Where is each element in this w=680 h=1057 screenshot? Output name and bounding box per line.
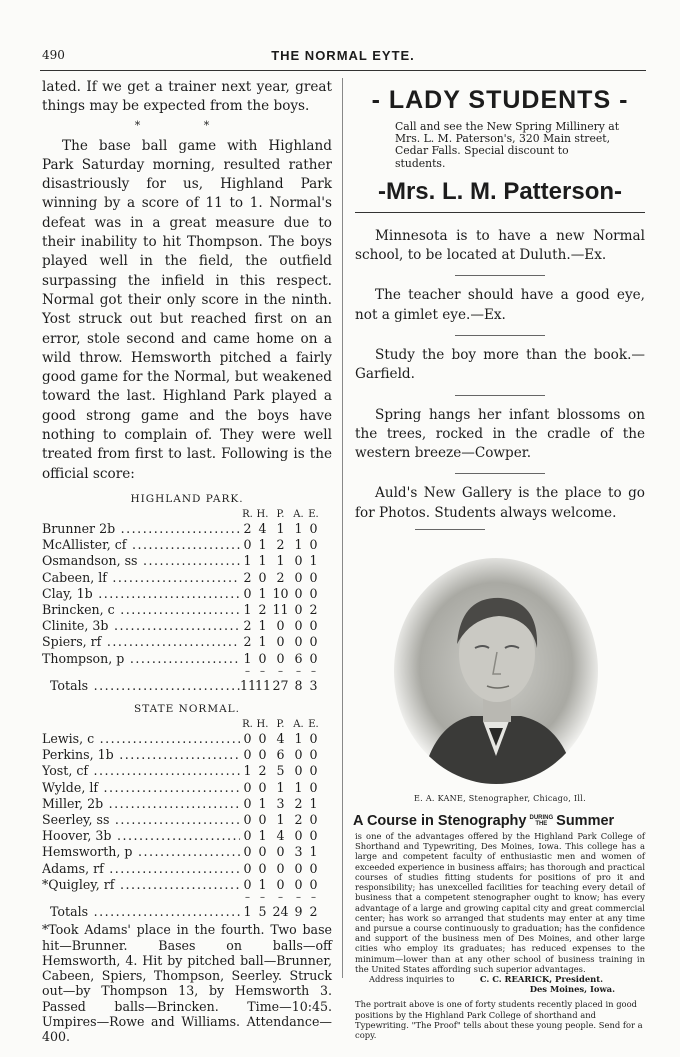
stat-a: 0 (294, 601, 303, 617)
box-score-row (42, 586, 332, 602)
box-score-row (42, 780, 332, 796)
box-score-row (42, 747, 332, 763)
stat-p: 1 (276, 779, 285, 795)
stat-a: 2 (294, 795, 303, 811)
stat-p: 5 (276, 763, 285, 779)
stat-r: 1 (243, 601, 252, 617)
news-item-duluth: Minnesota is to have a new Normal school, to be located at Duluth.—Ex. (355, 227, 645, 264)
stat-r: 0 (243, 730, 252, 746)
player-name: Lewis, c ..... (42, 731, 240, 747)
item-divider (455, 275, 545, 276)
stat-e: 0 (309, 730, 318, 746)
running-head: THE NORMAL EYTE. (271, 48, 415, 63)
stat-a: 0 (294, 860, 303, 876)
stat-r: 1 (243, 553, 252, 569)
stat-e: 1 (309, 844, 318, 860)
stat-e: 0 (309, 811, 318, 827)
opening-paragraph: lated. If we get a trainer next year, great things may be expected from the boys. (42, 79, 332, 115)
stat-e: 0 (309, 585, 318, 601)
total-r: 1 (243, 904, 252, 919)
stat-e: 0 (309, 650, 318, 666)
news-item-gallery: Auld's New Gallery is the place to go for Photos. Students always welcome. (355, 485, 645, 521)
stat-p: 6 (276, 747, 285, 763)
stat-a: 3 (294, 844, 303, 860)
stat-e: 1 (309, 553, 318, 569)
stat-h: 1 (258, 795, 267, 811)
stat-a: 0 (294, 553, 303, 569)
news-item-teacher: The teacher should have a good eye, not a gimlet eye.—Ex. (355, 287, 645, 323)
stat-e: 0 (309, 860, 318, 876)
stat-a: 1 (294, 520, 303, 536)
stat-r: 0 (243, 747, 252, 763)
course-title-right: Summer (556, 813, 615, 830)
course-footer-note: The portrait above is one of forty students recently placed in good positions by the Highland Park College of shorthand and Typewriting. "The Proof" tells about these young people. Send for a copy. (355, 999, 643, 1040)
highland-park-heading: HIGHLAND PARK. (130, 492, 244, 505)
stat-p: 0 (276, 876, 285, 892)
course-ad-body: is one of the advantages offered by the Highland Park College of Shorthand and Typewriting, Des Moines, Iowa. This college has a large and competent faculty of enthusiastic men and women of exceeded experience in business affairs; has thorough and practical courses of studies fitting students for positions of pro it and responsibility; has unexcelled facilities for teaching every detail of business that a competent stenographer ought to know; has every advantage of a large and growing capital city and great commercial center; has work so arranged that students may enter at any time and pursue a course continuously to graduation; has the confidence and support of the business men of Des Moines, and other large cities who employ its graduates; has reduced expenses to the minimum—lower than at any other school of business training in the United States affording such superior advantages. (355, 831, 645, 974)
stat-a: 0 (294, 585, 303, 601)
stat-r: 0 (243, 844, 252, 860)
stat-r: 0 (243, 779, 252, 795)
address-label: Address inquiries to (369, 973, 455, 984)
player-name: Clay, 1b ..... (42, 586, 240, 602)
stat-h: 2 (258, 763, 267, 779)
stat-e: 0 (309, 876, 318, 892)
col-r: R. (242, 718, 253, 730)
total-e: 3 (309, 677, 318, 693)
item-divider (415, 529, 485, 530)
stat-h: 2 (258, 601, 267, 617)
stat-r: 0 (243, 795, 252, 811)
stat-e: 0 (309, 634, 318, 650)
stat-a: 0 (294, 763, 303, 779)
millinery-ad-text: Call and see the New Spring Millinery at Mrs. L. M. Paterson's, 320 Main street, Cedar Falls. Special discount to students. (395, 120, 620, 170)
course-title-left: A Course in Stenography (353, 813, 527, 830)
stat-r: 2 (243, 520, 252, 536)
box-score-row (42, 861, 332, 877)
box-score-row (42, 602, 332, 618)
stat-e: 0 (309, 520, 318, 536)
stat-a: 6 (294, 650, 303, 666)
normal-column-headers (42, 719, 332, 731)
stat-r: 1 (243, 763, 252, 779)
page-number: 490 (42, 48, 65, 62)
box-score-row (42, 553, 332, 569)
stat-r: 1 (243, 650, 252, 666)
player-name: Cabeen, lf ..... (42, 570, 240, 586)
stat-a: 0 (294, 828, 303, 844)
player-name: Wylde, lf ..... (42, 780, 240, 796)
stat-a: 1 (294, 779, 303, 795)
player-name: Miller, 2b ..... (42, 796, 240, 812)
col-p: P. (276, 718, 285, 730)
player-name: Hemsworth, p ..... (42, 844, 240, 860)
portrait-photo (391, 556, 601, 786)
stat-e: 0 (309, 537, 318, 553)
stat-e: 0 (309, 763, 318, 779)
stat-p: 10 (272, 585, 289, 601)
stat-p: 11 (272, 601, 289, 617)
box-score-row (42, 521, 332, 537)
highland-column-headers (42, 509, 332, 521)
stat-p: 0 (276, 634, 285, 650)
stat-p: 1 (276, 520, 285, 536)
stat-p: 0 (276, 844, 285, 860)
state-normal-heading: STATE NORMAL. (134, 702, 240, 715)
stat-e: 0 (309, 747, 318, 763)
course-title-the: THE (535, 821, 548, 828)
stat-e: 0 (309, 828, 318, 844)
stat-e: 0 (309, 779, 318, 795)
course-title-during: DURING (529, 815, 554, 822)
totals-label: Totals ..... (42, 678, 240, 694)
game-notes: *Took Adams' place in the fourth. Two base hit—Brunner. Bases on balls—off Hemsworth, 4. Hit by pitched ball—Brunner, Cabeen, Spiers, Thompson, Seerley. Struck out—by Thompson 13, by Hemsworth 3. Passed balls—Brincken. Time—10:45. Umpires—Rowe and Williams. Attendance—400. (42, 922, 332, 1045)
stat-r: 0 (243, 585, 252, 601)
item-divider (455, 335, 545, 336)
player-name: Yost, cf ..... (42, 763, 240, 779)
item-divider (455, 473, 545, 474)
highland-park-box-score (42, 509, 332, 694)
stat-p: 2 (276, 537, 285, 553)
stat-h: 0 (258, 730, 267, 746)
totals-rule: – – – – – (245, 665, 316, 677)
course-ad-title (353, 813, 645, 829)
stat-p: 4 (276, 730, 285, 746)
stat-h: 0 (258, 811, 267, 827)
page-header (40, 48, 646, 68)
stat-p: 1 (276, 811, 285, 827)
total-r: 11 (240, 677, 257, 693)
player-name: Hoover, 3b ..... (42, 828, 240, 844)
stat-h: 0 (258, 844, 267, 860)
stat-p: 4 (276, 828, 285, 844)
box-score-row (42, 844, 332, 860)
player-name: Brincken, c ..... (42, 602, 240, 618)
stat-e: 0 (309, 569, 318, 585)
player-name: Brunner 2b ..... (42, 521, 240, 537)
right-column (355, 78, 645, 1049)
stat-r: 0 (243, 876, 252, 892)
player-name: Clinite, 3b ..... (42, 618, 240, 634)
player-name: Seerley, ss ..... (42, 812, 240, 828)
address-city: Des Moines, Iowa. (529, 984, 615, 995)
stat-h: 1 (258, 537, 267, 553)
stat-a: 0 (294, 618, 303, 634)
stat-a: 1 (294, 537, 303, 553)
stat-a: 0 (294, 747, 303, 763)
col-p: P. (276, 508, 285, 520)
section-separator: * * (134, 118, 240, 132)
stat-h: 0 (258, 650, 267, 666)
stat-h: 0 (258, 569, 267, 585)
player-name: Thompson, p ..... (42, 651, 240, 667)
player-name: McAllister, cf ..... (42, 537, 240, 553)
course-title-small (529, 815, 553, 827)
box-score-row (42, 537, 332, 553)
player-name: Adams, rf ..... (42, 861, 240, 877)
news-item-cowper: Spring hangs her infant blossoms on the trees, rocked in the cradle of the western breeze—Cowper. (355, 406, 645, 462)
address-name: C. C. REARICK, President. (479, 973, 604, 984)
stat-r: 0 (243, 860, 252, 876)
stat-p: 0 (276, 860, 285, 876)
col-h: H. (256, 508, 269, 520)
column-divider (342, 78, 343, 978)
box-score-row (42, 634, 332, 650)
stat-h: 4 (258, 520, 267, 536)
stat-h: 0 (258, 779, 267, 795)
total-h: 11 (255, 677, 272, 693)
portrait-caption: E. A. KANE, Stenographer, Chicago, Ill. (414, 794, 586, 804)
stat-h: 1 (258, 876, 267, 892)
col-a: A. (293, 508, 304, 520)
stat-p: 0 (276, 650, 285, 666)
box-score-row (42, 731, 332, 747)
total-e: 2 (309, 904, 318, 919)
news-item-garfield: Study the boy more than the book.—Garfield. (355, 347, 645, 383)
stat-r: 0 (243, 811, 252, 827)
total-p: 27 (272, 677, 289, 693)
stat-h: 1 (258, 618, 267, 634)
left-column (42, 78, 332, 1057)
stat-p: 0 (276, 618, 285, 634)
box-score-row (42, 828, 332, 844)
stat-a: 1 (294, 730, 303, 746)
player-name: Spiers, rf ..... (42, 634, 240, 650)
box-score-row (42, 651, 332, 667)
player-name: Perkins, 1b ..... (42, 747, 240, 763)
state-normal-box-score (42, 719, 332, 920)
stat-r: 2 (243, 569, 252, 585)
stat-h: 0 (258, 747, 267, 763)
box-score-row (42, 570, 332, 586)
box-score-row (42, 796, 332, 812)
col-e: E. (308, 718, 319, 730)
total-a: 9 (294, 904, 303, 919)
player-name: *Quigley, rf ..... (42, 877, 240, 893)
box-score-row (42, 812, 332, 828)
stat-p: 3 (276, 795, 285, 811)
stat-a: 0 (294, 569, 303, 585)
stat-p: 1 (276, 553, 285, 569)
highland-totals-row (42, 678, 332, 694)
stat-r: 0 (243, 828, 252, 844)
stat-a: 2 (294, 811, 303, 827)
total-a: 8 (294, 677, 303, 693)
header-rule (40, 70, 646, 71)
course-address-line (355, 974, 645, 984)
ad-proprietor-name: -Mrs. L. M. Patterson- (377, 177, 623, 205)
col-e: E. (308, 508, 319, 520)
item-divider (455, 395, 545, 396)
stat-h: 1 (258, 634, 267, 650)
stat-a: 0 (294, 634, 303, 650)
stat-e: 2 (309, 601, 318, 617)
stat-h: 0 (258, 860, 267, 876)
player-name: Osmandson, ss ..... (42, 553, 240, 569)
total-p: 24 (272, 904, 289, 919)
stat-h: 1 (258, 828, 267, 844)
col-a: A. (293, 718, 304, 730)
col-r: R. (242, 508, 253, 520)
portrait-image (391, 556, 601, 786)
box-score-row (42, 618, 332, 634)
stat-a: 0 (294, 876, 303, 892)
stat-p: 2 (276, 569, 285, 585)
baseball-game-article: The base ball game with Highland Park Saturday morning, resulted rather disastriously for us, Highland Park winning by a score of 11 to 1. Normal's defeat was in a great measure due to their inability to hit Thompson. The boys played well in the field, the outfield surpassing the infield in this respect. Normal got their only score in the ninth. Yost struck out but reached first on an error, stole second and came home on a wild throw. Hemsworth pitched a fairly good game for the Normal, but weakened toward the last. Highland Park played a good strong game and the boys have nothing to complain of. They were well treated from first to last. Following is the official score: (42, 137, 332, 482)
total-h: 5 (258, 904, 267, 919)
totals-rule: – – – – – (245, 892, 316, 903)
col-h: H. (256, 718, 269, 730)
stat-h: 1 (258, 553, 267, 569)
stat-r: 2 (243, 634, 252, 650)
totals-label: Totals ..... (42, 904, 240, 920)
stat-e: 0 (309, 618, 318, 634)
normal-totals-row (42, 904, 332, 920)
stat-r: 2 (243, 618, 252, 634)
stat-h: 1 (258, 585, 267, 601)
ad-title: - LADY STUDENTS - (371, 86, 629, 114)
box-score-row (42, 763, 332, 779)
stat-e: 1 (309, 795, 318, 811)
box-score-row (42, 877, 332, 893)
stat-r: 0 (243, 537, 252, 553)
